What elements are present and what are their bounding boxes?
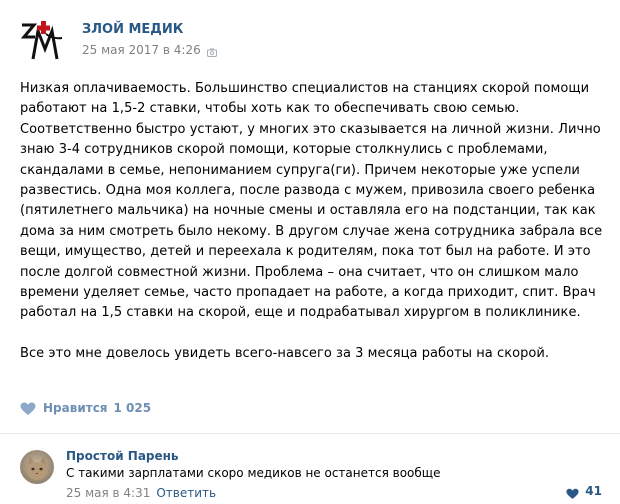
text-line: работал на 1,5 ставки на скорой, еще и подрабатывал хирургом в поликлинике. — [20, 305, 581, 321]
comment-meta — [66, 486, 216, 500]
post-date[interactable]: 25 мая 2017 в 4:26 — [82, 43, 201, 57]
reply-button[interactable]: Ответить — [156, 486, 217, 500]
comment-date[interactable]: 25 мая в 4:31 — [66, 486, 151, 500]
divider — [0, 433, 620, 434]
commenter-avatar[interactable] — [20, 450, 54, 484]
text-line: скандалами в семье, непониманием супруга(ги). Причем некоторые уже успели — [20, 162, 580, 178]
text-line: дома за ним смотреть было некому. В другом случае жена сотрудника забрала все — [20, 223, 603, 239]
comment-text: С такими зарплатами скоро медиков не останется вообще — [66, 466, 441, 480]
logo-icon — [19, 17, 65, 63]
like-count: 1 025 — [113, 401, 152, 415]
commenter-name[interactable]: Простой Парень — [66, 449, 179, 463]
post-text — [20, 79, 603, 364]
community-logo[interactable] — [19, 17, 65, 63]
comment-like-count: 41 — [585, 484, 602, 498]
text-line: Низкая оплачиваемость. Большинство специалистов на станциях скорой помощи — [20, 81, 590, 96]
text-line: работают на 1,5-2 ставки, чтобы хоть как то обеспечивать свою семью. — [20, 101, 520, 117]
text-line: после долгой совместной жизни. Проблема – она считает, что он слишком мало — [20, 264, 579, 280]
text-line: знаю 3-4 сотрудников скорой помощи, которые столкнулись с проблемами, — [20, 142, 548, 158]
heart-icon — [566, 485, 579, 497]
heart-icon — [20, 401, 36, 415]
post-author-name[interactable]: ЗЛОЙ МЕДИК — [82, 22, 184, 37]
like-button[interactable] — [20, 401, 151, 415]
cat-photo-icon — [20, 450, 54, 484]
text-line: Соответственно быстро устают, у многих это сказывается на личной жизни. Лично — [20, 121, 601, 137]
paragraph-gap — [20, 324, 600, 344]
text-line: времени уделяет семье, часто пропадает на работе, а когда приходит, спит. Врач — [20, 285, 596, 301]
post-meta — [82, 43, 217, 57]
text-line: (пятилетнего мальчика) на ночные смены и оставляла его на подстанции, так как — [20, 203, 596, 219]
text-line: Все это мне довелось увидеть всего-навсего за 3 месяца работы на скорой. — [20, 345, 550, 361]
text-line: вещи, имущество, детей и переехала к родителям, пока тот был на работе. И это — [20, 244, 591, 260]
like-label: Нравится — [43, 401, 108, 415]
text-line: развестись. Одна моя коллега, после развода с мужем, привозила своего ребенка — [20, 183, 596, 199]
camera-icon — [207, 46, 217, 55]
comment-like-button[interactable] — [566, 484, 602, 498]
